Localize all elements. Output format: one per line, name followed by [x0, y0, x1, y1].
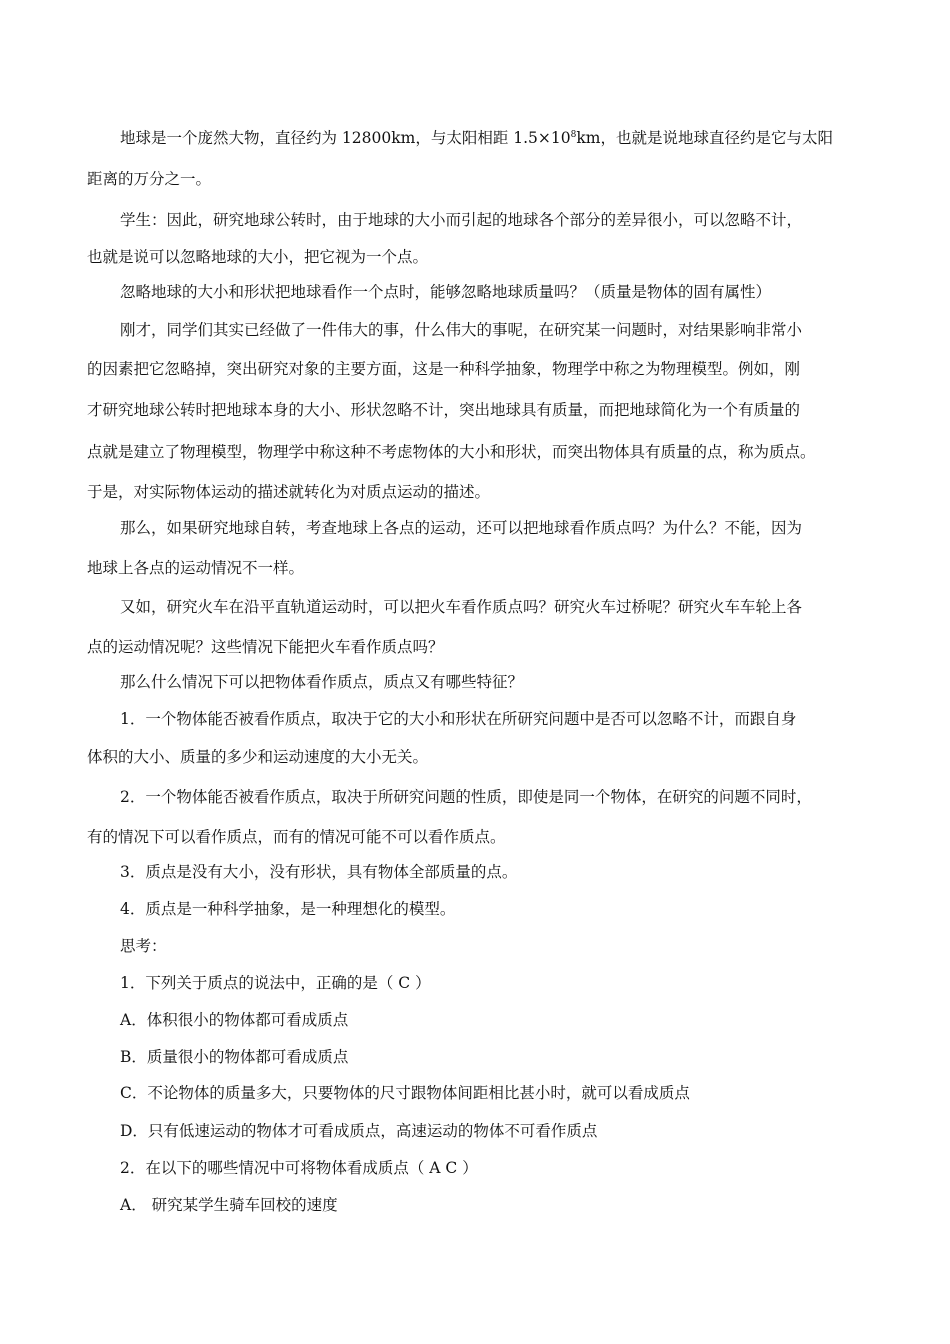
paragraph-line: 刚才，同学们其实已经做了一件伟大的事，什么伟大的事呢，在研究某一问题时，对结果影响非常小: [120, 321, 803, 339]
option-line: A．体积很小的物体都可看成质点: [120, 1011, 349, 1029]
list-item-line: 4．质点是一种科学抽象，是一种理想化的模型。: [120, 900, 456, 918]
option-line: A． 研究某学生骑车回校的速度: [120, 1196, 338, 1214]
paragraph-line: 于是，对实际物体运动的描述就转化为对质点运动的描述。: [87, 483, 491, 501]
paragraph-line: 忽略地球的大小和形状把地球看作一个点时，能够忽略地球质量吗？（质量是物体的固有属性）: [120, 283, 772, 301]
paragraph-line: 的因素把它忽略掉，突出研究对象的主要方面，这是一种科学抽象，物理学中称之为物理模型。例如，刚: [87, 360, 801, 378]
list-item-line: 有的情况下可以看作质点，而有的情况可能不可以看作质点。: [87, 828, 506, 846]
list-item-line: 1．一个物体能否被看作质点，取决于它的大小和形状在所研究问题中是否可以忽略不计，而跟自身: [120, 710, 797, 728]
section-heading: 思考：: [120, 937, 167, 955]
text-run: km，也就是说地球直径约是它与太阳: [576, 129, 833, 147]
question-line: 2．在以下的哪些情况中可将物体看成质点（ A C ）: [120, 1159, 478, 1177]
paragraph-line: 点的运动情况呢？这些情况下能把火车看作质点吗？: [87, 638, 444, 656]
question-line: 1．下列关于质点的说法中，正确的是（ C ）: [120, 974, 431, 992]
paragraph-line: 也就是说可以忽略地球的大小，把它视为一个点。: [87, 248, 429, 266]
list-item-line: 2．一个物体能否被看作质点，取决于所研究问题的性质，即使是同一个物体，在研究的问题不同时，: [120, 788, 812, 806]
paragraph-line: 那么，如果研究地球自转，考查地球上各点的运动，还可以把地球看作质点吗？为什么？不能，因为: [120, 519, 803, 537]
paragraph-line: 学生：因此，研究地球公转时，由于地球的大小而引起的地球各个部分的差异很小，可以忽略不计，: [120, 211, 803, 229]
option-line: D．只有低速运动的物体才可看成质点，高速运动的物体不可看作质点: [120, 1122, 598, 1140]
option-line: C．不论物体的质量多大，只要物体的尺寸跟物体间距相比甚小时，就可以看成质点: [120, 1084, 690, 1102]
list-item-line: 3．质点是没有大小，没有形状，具有物体全部质量的点。: [120, 863, 518, 881]
paragraph-line: 又如，研究火车在沿平直轨道运动时，可以把火车看作质点吗？研究火车过桥呢？研究火车车轮上各: [120, 598, 803, 616]
paragraph-line: 点就是建立了物理模型，物理学中称这种不考虑物体的大小和形状，而突出物体具有质量的点，称为质点。: [87, 443, 816, 461]
paragraph-line: [120, 127, 833, 149]
text-run: 地球是一个庞然大物，直径约为 12800km，与太阳相距 1.5×10: [120, 129, 571, 147]
option-line: B．质量很小的物体都可看成质点: [120, 1048, 349, 1066]
paragraph-line: 才研究地球公转时把地球本身的大小、形状忽略不计，突出地球具有质量，而把地球简化为一个有质量的: [87, 401, 801, 419]
paragraph-line: 那么什么情况下可以把物体看作质点，质点又有哪些特征？: [120, 673, 524, 691]
list-item-line: 体积的大小、质量的多少和运动速度的大小无关。: [87, 748, 429, 766]
paragraph-line: 地球上各点的运动情况不一样。: [87, 559, 305, 577]
superscript: 8: [570, 129, 577, 140]
paragraph-line: 距离的万分之一。: [87, 170, 212, 188]
